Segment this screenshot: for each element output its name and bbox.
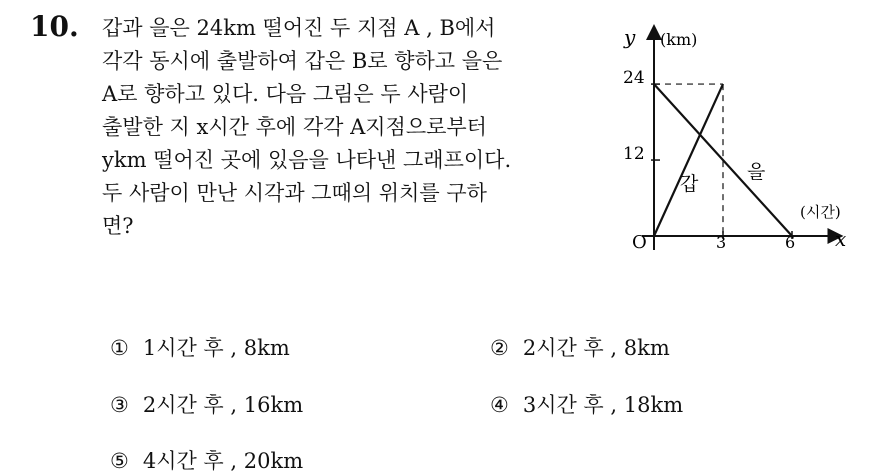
stem-line: A로 향하고 있다. 다음 그림은 두 사람이	[102, 82, 469, 106]
stem-line: 두 사람이 만난 시각과 그때의 위치를 구하	[102, 181, 487, 205]
choice-2[interactable]	[490, 332, 670, 362]
y-axis-label: y	[624, 25, 636, 49]
stem-line: 갑과 을은 24km 떨어진 두 지점 A , B에서	[102, 16, 496, 40]
choice-text: 2시간 후 , 16km	[142, 393, 304, 417]
choice-3[interactable]	[110, 389, 303, 419]
line-label-gap: 갑	[680, 173, 699, 195]
graph-svg	[620, 20, 870, 260]
choice-text: 1시간 후 , 8km	[142, 336, 290, 360]
choice-mark: ⑤	[110, 449, 129, 473]
line-label-eul: 을	[747, 161, 766, 183]
choice-mark: ②	[490, 336, 509, 360]
choice-text: 2시간 후 , 8km	[522, 336, 670, 360]
choice-text: 3시간 후 , 18km	[522, 393, 684, 417]
y-tick-label-24: 24	[623, 68, 645, 88]
x-axis-label: x	[835, 227, 847, 251]
choice-1[interactable]	[110, 332, 290, 362]
stem-line: 출발한 지 x시간 후에 각각 A지점으로부터	[102, 115, 487, 139]
origin-label: O	[632, 232, 647, 253]
choice-mark: ④	[490, 393, 509, 417]
question-stem	[102, 12, 602, 243]
choice-4[interactable]	[490, 389, 683, 419]
x-axis-unit: (시간)	[800, 203, 841, 221]
x-tick-label-6: 6	[785, 233, 796, 252]
choice-text: 4시간 후 , 20km	[142, 449, 304, 473]
y-tick-label-12: 12	[623, 144, 645, 164]
choice-5[interactable]	[110, 445, 303, 475]
y-axis-unit: (km)	[660, 30, 698, 49]
choice-mark: ③	[110, 393, 129, 417]
stem-line: 면?	[102, 214, 134, 238]
choice-mark: ①	[110, 336, 129, 360]
distance-time-graph	[620, 20, 870, 260]
x-tick-label-3: 3	[716, 233, 727, 252]
stem-line: 각각 동시에 출발하여 갑은 B로 향하고 을은	[102, 49, 503, 73]
series-line-1	[654, 84, 723, 236]
question-number: 10.	[30, 10, 79, 43]
stem-line: ykm 떨어진 곳에 있음을 나타낸 그래프이다.	[102, 148, 512, 172]
